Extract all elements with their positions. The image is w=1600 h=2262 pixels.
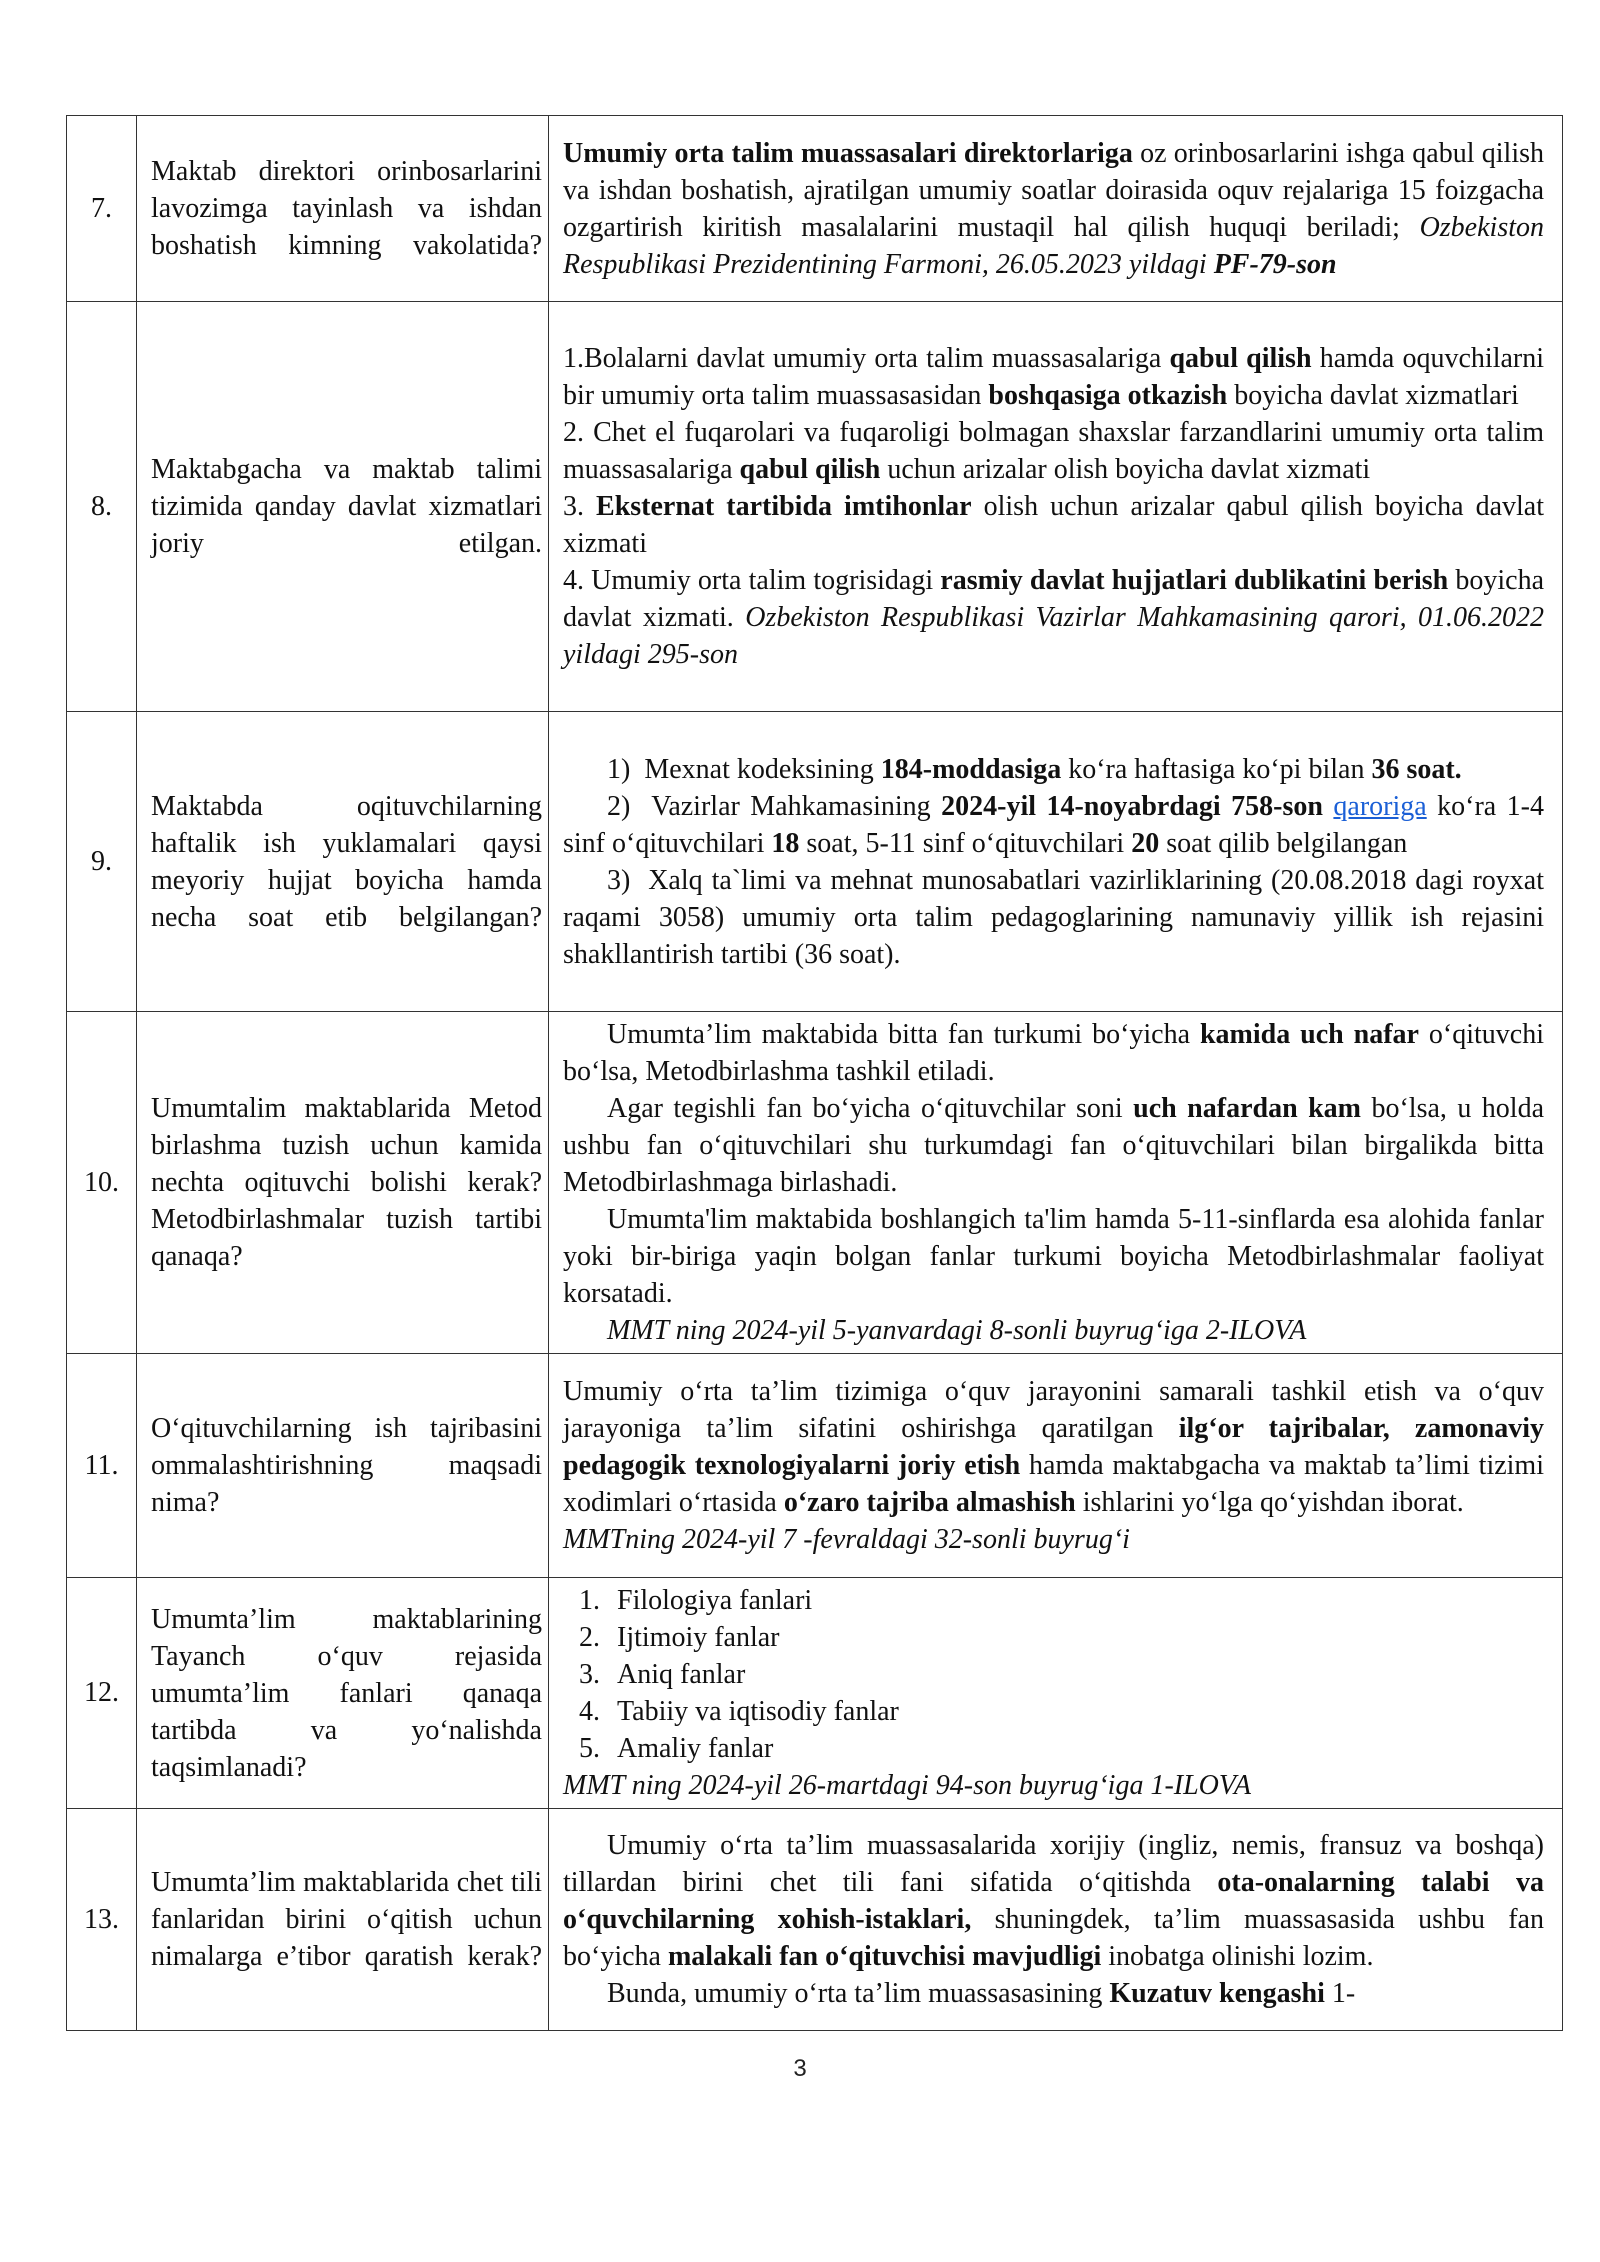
list-item: 4. Tabiiy va iqtisodiy fanlar [579, 1696, 899, 1727]
row-number: 7. [67, 116, 137, 302]
subject-list [563, 1582, 1544, 1767]
list-item: 1. Filologiya fanlari [579, 1585, 813, 1616]
list-item: 5. Amaliy fanlar [579, 1733, 774, 1764]
answer-cell: 1. Filologiya fanlari 2. Ijtimoiy fanlar 3. Aniq fanlar 4. Tabiiy va iqtisodiy fanlar 5. Amaliy fanlar MMT ning 2024-yil 26-martdagi 94-son buyrug‘iga 1-ILOVA [549, 1578, 1563, 1809]
answer-cell: Umumiy o‘rta ta’lim tizimiga o‘quv jarayonini samarali tashkil etish va o‘quv jarayoniga ta’lim sifatini oshirishga qaratilgan ilg‘or tajribalar, zamonaviy pedagogik texnologiyalarni joriy etish hamda maktabgacha va maktab ta’limi tizimi xodimlari o‘rtasida o‘zaro tajriba almashish ishlarini yo‘lga qo‘yishdan iborat. MMTning 2024-yil 7 -fevraldagi 32-sonli buyrug‘i [549, 1354, 1563, 1578]
table-row [67, 302, 1563, 712]
answer-cell: Umumiy orta talim muassasalari direktorlariga oz orinbosarlarini ishga qabul qilish va ishdan boshatish, ajratilgan umumiy soatlar doirasida oquv rejalariga 15 foizgacha ozgartirish kiritish masalalarini mustaqil hal qilish huquqi beriladi; Ozbekiston Respublikasi Prezidentining Farmoni, 26.05.2023 yildagi PF-79-son [549, 116, 1563, 302]
answer-cell: Umumiy o‘rta ta’lim muassasalarida xorijiy (ingliz, nemis, fransuz va boshqa) tillardan birini chet tili fani sifatida o‘qitishda ota-onalarning talabi va o‘quvchilarning xohish-istaklari, shuningdek, ta’lim muassasasida ushbu fan bo‘yicha malakali fan o‘qituvchisi mavjudligi inobatga olinishi lozim. Bunda, umumiy o‘rta ta’lim muassasasining Kuzatuv kengashi 1- [549, 1809, 1563, 2031]
row-number: 11. [67, 1354, 137, 1578]
table-row [67, 1012, 1563, 1354]
question-cell: Umumta’lim maktablarining Tayanch o‘quv rejasida umumta’lim fanlari qanaqa tartibda va yo‘nalishda taqsimlanadi? [137, 1578, 549, 1809]
answer-cell: 1.Bolalarni davlat umumiy orta talim muassasalariga qabul qilish hamda oquvchilarni bir umumiy orta talim muassasasidan boshqasiga otkazish boyicha davlat xizmatlari 2. Chet el fuqarolari va fuqaroligi bolmagan shaxslar farzandlarini umumiy orta talim muassasalariga qabul qilish uchun arizalar olish boyicha davlat xizmati 3. Eksternat tartibida imtihonlar olish uchun arizalar qabul qilish boyicha davlat xizmati 4. Umumiy orta talim togrisidagi rasmiy davlat hujjatlari dublikatini berish boyicha davlat xizmati. Ozbekiston Respublikasi Vazirlar Mahkamasining qarori, 01.06.2022 yildagi 295-son [549, 302, 1563, 712]
table-row [67, 1809, 1563, 2031]
question-cell: Umumta’lim maktablarida chet tili fanlaridan birini o‘qitish uchun nimalarga e’tibor qaratish kerak? [137, 1809, 549, 2031]
question-cell: Umumtalim maktablarida Metod birlashma tuzish uchun kamida nechta oqituvchi bolishi kerak? Metodbirlashmalar tuzish tartibi qanaqa? [137, 1012, 549, 1354]
table-row [67, 1354, 1563, 1578]
row-number: 10. [67, 1012, 137, 1354]
list-item: 3. Aniq fanlar [579, 1659, 746, 1690]
row-number: 12. [67, 1578, 137, 1809]
question-cell: Maktabda oqituvchilarning haftalik ish yuklamalari qaysi meyoriy hujjat boyicha hamda necha soat etib belgilangan? [137, 712, 549, 1012]
row-number: 8. [67, 302, 137, 712]
row-number: 9. [67, 712, 137, 1012]
question-cell: Maktabgacha va maktab talimi tizimida qanday davlat xizmatlari joriy etilgan. [137, 302, 549, 712]
question-cell: Maktab direktori orinbosarlarini lavozimga tayinlash va ishdan boshatish kimning vakolatida? [137, 116, 549, 302]
page-number: 3 [793, 2055, 807, 2082]
table-row [67, 712, 1563, 1012]
qa-table [66, 115, 1563, 2031]
question-cell: O‘qituvchilarning ish tajribasini ommalashtirishning maqsadi nima? [137, 1354, 549, 1578]
list-item: 2. Ijtimoiy fanlar [579, 1622, 780, 1653]
answer-cell: 1) Mexnat kodeksining 184-moddasiga ko‘ra haftasiga ko‘pi bilan 36 soat. 2) Vazirlar Mahkamasining 2024-yil 14-noyabrdagi 758-son qaroriga ko‘ra 1-4 sinf o‘qituvchilari 18 soat, 5-11 sinf o‘qituvchilari 20 soat qilib belgilangan 3) Xalq ta`limi va mehnat munosabatlari vazirliklarining (20.08.2018 dagi royxat raqami 3058) umumiy orta talim pedagoglarining namunaviy yillik ish rejasini shakllantirish tartibi (36 soat). [549, 712, 1563, 1012]
answer-cell: Umumta’lim maktabida bitta fan turkumi bo‘yicha kamida uch nafar o‘qituvchi bo‘lsa, Metodbirlashma tashkil etiladi. Agar tegishli fan bo‘yicha o‘qituvchilar soni uch nafardan kam bo‘lsa, u holda ushbu fan o‘qituvchilari shu turkumdagi fan o‘qituvchilari bilan birgalikda bitta Metodbirlashmaga birlashadi. Umumta'lim maktabida boshlangich ta'lim hamda 5-11-sinflarda esa alohida fanlar yoki bir-biriga yaqin bolgan fanlar turkumi boyicha Metodbirlashmalar faoliyat korsatadi. MMT ning 2024-yil 5-yanvardagi 8-sonli buyrug‘iga 2-ILOVA [549, 1012, 1563, 1354]
table-row [67, 116, 1563, 302]
table-row [67, 1578, 1563, 1809]
decree-link[interactable]: qaroriga [1333, 790, 1427, 822]
row-number: 13. [67, 1809, 137, 2031]
